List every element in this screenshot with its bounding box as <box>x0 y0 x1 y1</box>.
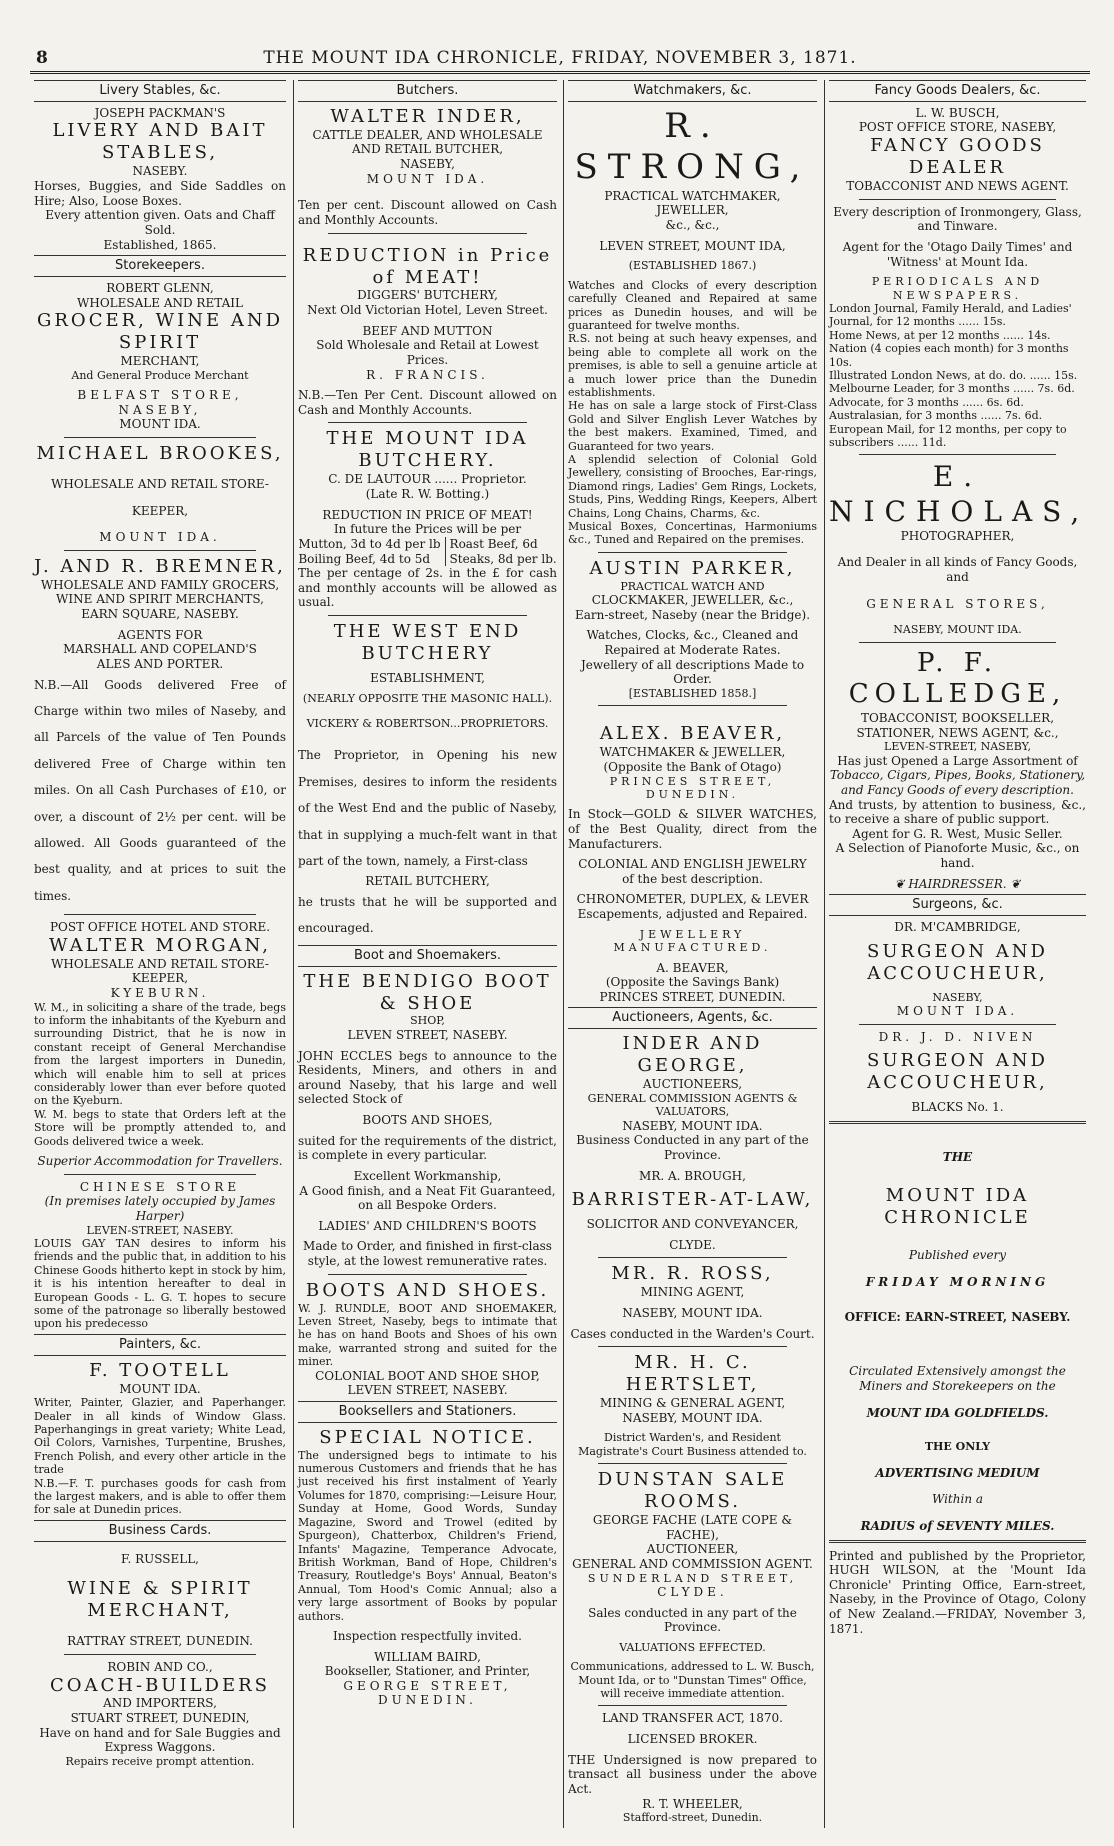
section-watchmakers: Watchmakers, &c. <box>568 80 817 102</box>
ad-heading: THE BENDIGO BOOT & SHOE <box>303 970 552 1014</box>
ad-line: R. T. WHEELER, <box>642 1796 743 1811</box>
price-line: Melbourne Leader, for 3 months ...... 7s. 6d. <box>829 382 1075 396</box>
ad-line: SUNDERLAND STREET, <box>587 1571 798 1585</box>
ad-line: (Late R. W. Botting.) <box>365 487 490 501</box>
ad-line: Repairs receive prompt attention. <box>65 1754 255 1768</box>
ad-line: Cases conducted in the Warden's Court. <box>570 1326 815 1341</box>
ad-line: KYEBURN. <box>110 985 210 1000</box>
ad-line: DR. J. D. NIVEN <box>878 1029 1037 1044</box>
ad-line: MOUNT IDA. <box>119 417 201 432</box>
hairdresser-line <box>829 877 1086 892</box>
ad-text: Musical Boxes, Concertinas, Harmoniums &c., Tuned and Repaired on the premises. <box>568 520 817 547</box>
ad-line: PERIODICALS AND NEWSPAPERS. <box>871 275 1044 302</box>
ad-line: Tobacco, Cigars, Pipes, Books, Stationery, and Fancy Goods of every description. <box>829 768 1086 797</box>
ad-line: BELFAST STORE, NASEBY, <box>77 388 243 417</box>
ad-line: Inspection respectfully invited. <box>333 1628 522 1643</box>
ad-brookes <box>34 443 286 545</box>
ad-line: F. RUSSELL, <box>121 1551 199 1566</box>
ad-line: NASEBY, <box>932 990 983 1004</box>
ad-line: A Selection of Pianoforte Music, &c., on hand. <box>835 841 1080 871</box>
ad-line: JOSEPH PACKMAN'S <box>94 105 226 120</box>
price-line: Australasian, for 3 months ...... 7s. 6d. <box>829 409 1043 423</box>
ad-line: ESTABLISHMENT, <box>370 670 485 685</box>
ad-line: District Warden's, and Resident Magistrate's Court Business attended to. <box>578 1431 807 1458</box>
ad-line: JEWELLERY MANUFACTURED. <box>613 927 772 955</box>
ad-line: MARSHALL AND COPELAND'S <box>63 642 257 657</box>
price-table <box>298 537 557 566</box>
ad-text: Watches and Clocks of every description carefully Cleaned and Repaired at same prices as Dunedin houses, and will be guaranteed for twelve months. <box>568 278 817 332</box>
ad-line: LICENSED BROKER. <box>627 1732 758 1747</box>
ad-line: BOOTS AND SHOES, <box>362 1113 493 1127</box>
ad-hertslet <box>568 1352 817 1458</box>
ad-line: CATTLE DEALER, AND WHOLESALE <box>312 127 543 142</box>
ad-baird <box>298 1427 557 1708</box>
ad-line: GENERAL AND COMMISSION AGENT. <box>572 1556 813 1571</box>
column-3 <box>563 80 821 1828</box>
ad-line: LEVEN-STREET, NASEBY. <box>86 1223 234 1237</box>
ad-line: Every description of Ironmongery, Glass, and Tinware. <box>833 204 1082 234</box>
price-line: European Mail, for 12 months, per copy to subscribers ...... 11d. <box>829 422 1067 450</box>
ad-line: DR. M'CAMBRIDGE, <box>894 920 1021 935</box>
ad-brough <box>568 1183 817 1252</box>
ad-line: EARN SQUARE, NASEBY. <box>81 607 239 622</box>
ad-heading: LIVERY AND BAIT STABLES, <box>52 120 268 164</box>
ad-line: Every attention given. Oats and Chaff Sold. <box>45 208 275 237</box>
ad-text: R.S. not being at such heavy expenses, and being able to complete all work on the premises, is able to sell a genuine article at a much lower price than the Dunedin establishments. <box>568 332 817 399</box>
ad-line: WHOLESALE AND RETAIL <box>77 295 243 310</box>
price-cell: Roast Beef, 6d <box>449 536 538 551</box>
ad-robin <box>34 1660 286 1768</box>
ad-heading: F. TOOTELL <box>89 1359 231 1381</box>
ad-heading: WINE & SPIRIT MERCHANT, <box>67 1578 253 1622</box>
ad-line: CLYDE. <box>669 1237 716 1252</box>
ad-line: (In premises lately occupied by James Harper) <box>44 1194 276 1223</box>
ad-line: WINE AND SPIRIT MERCHANTS, <box>56 592 264 607</box>
ad-line: R. FRANCIS. <box>366 367 489 382</box>
ad-line: Stafford-street, Dunedin. <box>622 1811 763 1825</box>
ad-line: THE <box>942 1149 973 1164</box>
ad-line: SHOP, <box>410 1014 445 1028</box>
ad-heading: FANCY GOODS DEALER <box>870 135 1045 179</box>
ad-text: And trusts, by attention to business, &c., to receive a share of public support. <box>829 797 1086 827</box>
ad-line: ROBERT GLENN, <box>106 281 214 295</box>
ad-line: NASEBY. <box>132 164 188 179</box>
ad-line: NASEBY, MOUNT IDA. <box>622 1118 763 1133</box>
ad-text: W. M. begs to state that Orders left at the Store will be promptly attended to, and Goods delivered twice a week. <box>34 1107 286 1148</box>
ad-heading: THE WEST END BUTCHERY <box>333 621 522 664</box>
ad-text: W. M., in soliciting a share of the trade, begs to inform the inhabitants of the Kyeburn and surrounding District, that he is now in constant receipt of General Merchandise from the largest importers in Dunedin, which will enable him to sell at prices considerably lower than ever before quoted on the Kyeburn. <box>34 1000 286 1108</box>
ad-bendigo <box>298 971 557 1269</box>
ad-line: LADIES' AND CHILDREN'S BOOTS <box>318 1218 537 1233</box>
ad-heading: REDUCTION in Price of MEAT! <box>302 244 553 288</box>
ad-dunstan <box>568 1469 817 1700</box>
ad-line: Within a <box>931 1492 984 1507</box>
ad-line: MINING AGENT, <box>640 1285 745 1300</box>
ad-line: STUART STREET, DUNEDIN, <box>70 1711 250 1726</box>
ad-text: N.B.—Ten Per Cent. Discount allowed on Cash and Monthly Accounts. <box>298 388 557 417</box>
ad-line: BEEF AND MUTTON <box>362 323 493 338</box>
ad-glenn <box>34 281 286 432</box>
ad-diggers-butchery <box>298 239 557 418</box>
ad-line: C. DE LAUTOUR ...... Proprietor. <box>328 472 527 487</box>
ad-line: Has just Opened a Large Assortment of <box>837 753 1078 768</box>
ad-heading: MICHAEL BROOKES, <box>36 443 284 465</box>
ad-line: GENERAL STORES, <box>866 596 1049 611</box>
ad-heading: BOOTS AND SHOES. <box>305 1279 550 1301</box>
ad-line: (ESTABLISHED 1867.) <box>628 259 757 273</box>
ad-line: PRINCES STREET, DUNEDIN. <box>609 774 776 801</box>
ad-heading: J. AND R. BREMNER, <box>34 555 286 577</box>
ad-line: MOUNT IDA GOLDFIELDS. <box>866 1405 1049 1420</box>
ad-line: TOBACCONIST AND NEWS AGENT. <box>846 179 1069 194</box>
ad-line: In future the Prices will be per <box>333 522 522 537</box>
ad-line: KEEPER, <box>131 503 189 518</box>
ad-line: Communications, addressed to L. W. Busch, Mount Ida, or to "Dunstan Times" Office, will receive immediate attention. <box>570 1660 815 1701</box>
ad-text: In Stock—GOLD & SILVER WATCHES, of the Best Quality, direct from the Manufacturers. <box>568 807 817 851</box>
price-cell: Steaks, 8d per lb. <box>449 551 557 566</box>
ad-line: LEVEN STREET, MOUNT IDA, <box>599 238 786 253</box>
ad-heading: AUSTIN PARKER, <box>589 557 796 579</box>
section-surgeons: Surgeons, &c. <box>829 894 1086 916</box>
section-auctioneers: Auctioneers, Agents, &c. <box>568 1007 817 1029</box>
price-cell: Mutton, 3d to 4d per lb <box>298 536 441 551</box>
ad-line: RATTRAY STREET, DUNEDIN. <box>67 1634 253 1649</box>
ad-text: suited for the requirements of the district, is complete in every particular. <box>298 1133 557 1163</box>
ad-line: Jewellery of all descriptions Made to Order. <box>580 657 805 687</box>
ad-line: REDUCTION IN PRICE OF MEAT! <box>322 507 533 522</box>
ad-line: MOUNT IDA. <box>99 530 221 545</box>
ad-west-end-butchery <box>298 621 557 942</box>
ad-line: WILLIAM BAIRD, <box>374 1649 481 1664</box>
price-line: Home News, at per 12 months ...... 14s. <box>829 328 1051 342</box>
ad-line: (NEARLY OPPOSITE THE MASONIC HALL). <box>302 691 553 705</box>
ad-line: KEEPER, <box>131 971 189 986</box>
ad-text: Horses, Buggies, and Side Saddles on Hire; Also, Loose Boxes. <box>34 179 286 208</box>
ad-text: Writer, Painter, Glazier, and Paperhanger. Dealer in all kinds of Window Glass. Paperhangings in great variety; White Lead, Oil Colors, Varnishes, Turpentine, Brushes, French Polish, and every other article in the trade <box>34 1396 286 1477</box>
ad-line: MINING & GENERAL AGENT, <box>599 1396 786 1411</box>
chronicle-notice <box>829 1130 1086 1534</box>
ad-heading: COACH-BUILDERS <box>50 1674 270 1696</box>
ad-line: Business Conducted in any part of the Province. <box>576 1133 809 1162</box>
ad-line: MOUNT IDA. <box>366 171 489 186</box>
ad-packman <box>34 106 286 252</box>
ad-rundle <box>298 1280 557 1398</box>
ad-line: VICKERY & ROBERTSON...PROPRIETORS. <box>306 716 549 730</box>
ad-line: PRINCES STREET, DUNEDIN. <box>599 989 786 1004</box>
ad-line: Established, 1865. <box>103 237 217 252</box>
ad-inder-george <box>568 1033 817 1183</box>
ad-heading: DUNSTAN SALE ROOMS. <box>597 1469 788 1513</box>
section-booksellers: Booksellers and Stationers. <box>298 1401 557 1423</box>
ornament-icon: ❦ <box>894 876 909 891</box>
ad-line: (Opposite the Bank of Otago) <box>603 759 782 774</box>
ad-bremner <box>34 556 286 909</box>
column-1 <box>30 80 290 1828</box>
section-butchers: Butchers. <box>298 80 557 102</box>
ad-heading: ALEX. BEAVER, <box>599 723 786 745</box>
page-number: 8 <box>36 48 48 68</box>
ad-heading: WALTER INDER, <box>330 105 525 127</box>
ad-heading: INDER AND GEORGE, <box>622 1033 763 1077</box>
ad-line: NASEBY, MOUNT IDA. <box>622 1305 763 1320</box>
ad-inder-butcher <box>298 106 557 228</box>
ad-heading: WALTER MORGAN, <box>49 934 271 956</box>
ad-heading: MR. R. ROSS, <box>611 1263 774 1285</box>
ad-strong <box>568 106 817 547</box>
price-line: Advocate, for 3 months ...... 6s. 6d. <box>829 395 1024 409</box>
ad-line: POST OFFICE HOTEL AND STORE. <box>49 920 271 935</box>
ad-line: TOBACCONIST, BOOKSELLER, STATIONER, NEWS AGENT, &c., <box>856 711 1059 740</box>
ad-line: LEVEN-STREET, NASEBY, <box>884 740 1031 754</box>
ad-text: He has on sale a large stock of First-Class Gold and Silver English Lever Watches by the best makers. Examined, Timed, and Guaranteed for two years. <box>568 399 817 453</box>
ad-line: POST OFFICE STORE, NASEBY, <box>858 120 1057 135</box>
printer-imprint: Printed and published by the Proprietor, HUGH WILSON, at the 'Mount Ida Chronicle' Printing Office, Earn-street, Naseby, in the Province of Otago, Colony of New Zealand.—FRIDAY, November 3, 1871. <box>829 1548 1086 1636</box>
ad-busch <box>829 106 1086 450</box>
ad-line: NASEBY, <box>400 157 455 172</box>
ad-line: GEORGE STREET, DUNEDIN. <box>343 1678 512 1708</box>
ad-ross <box>568 1263 817 1341</box>
ad-line: DIGGERS' BUTCHERY, <box>357 288 498 303</box>
ad-text: he trusts that he will be supported and encouraged. <box>298 894 557 936</box>
ad-line: of the best description. <box>622 871 763 886</box>
ad-tootell <box>34 1360 286 1517</box>
ad-text: Ten per cent. Discount allowed on Cash and Monthly Accounts. <box>298 198 557 227</box>
ad-wheeler <box>568 1711 817 1824</box>
ad-heading: BARRISTER-AT-LAW, <box>571 1189 814 1211</box>
ad-heading: GROCER, WINE AND SPIRIT <box>37 310 283 354</box>
ad-line: [ESTABLISHED 1858.] <box>628 686 757 700</box>
section-livery: Livery Stables, &c. <box>34 80 286 102</box>
ad-text: A splendid selection of Colonial Gold Jewellery, consisting of Brooches, Ear-rings, Diamond rings, Ladies' Gem Rings, Lockets, Studs, Pins, Wedding Rings, Keepers, Albert Chains, Long Chains, Charms, &c. <box>568 452 817 520</box>
ad-line: PHOTOGRAPHER, <box>900 528 1015 543</box>
ad-line: AGENTS FOR <box>117 627 203 642</box>
ad-line: (Opposite the Savings Bank) <box>605 975 780 990</box>
ad-line: A. BEAVER, <box>656 960 729 975</box>
price-cell: Boiling Beef, 4d to 5d <box>298 551 431 566</box>
ad-heading: SURGEON AND ACCOUCHEUR, <box>867 940 1048 984</box>
ad-text: The undersigned begs to intimate to his numerous Customers and friends that he has just received his first instalment of Yearly Volumes for 1870, comprising:—Leisure Hour, Sunday at Home, Good Words, Sunday Magazine, Sword and Trowel (edited by Spurgeon), Chatterbox, Children's Friend, Infants' Magazine, Temperance Advocate, British Workman, Band of Hope, Children's Treasury, Routledge's Boys' Annual, Beaton's Annual, Tom Hood's Comic Annual; also a very large assortment of Books by popular authors. <box>298 1448 557 1623</box>
ad-heading: THE MOUNT IDA BUTCHERY. <box>326 428 529 472</box>
ad-line: Sold Wholesale and Retail at Lowest Prices. <box>316 338 539 367</box>
ad-heading: CHINESE STORE <box>79 1179 241 1194</box>
ad-colledge <box>829 648 1086 892</box>
ad-line: Agent for the 'Otago Daily Times' and 'Witness' at Mount Ida. <box>842 239 1073 269</box>
section-boot-shoemakers: Boot and Shoemakers. <box>298 945 557 967</box>
ad-line: CHRONOMETER, DUPLEX, & LEVER <box>576 892 809 907</box>
column-2 <box>293 80 561 1828</box>
ad-line: AND RETAIL BUTCHER, <box>351 142 504 157</box>
section-business-cards: Business Cards. <box>34 1520 286 1542</box>
ad-line: PRACTICAL WATCHMAKER, JEWELLER, <box>604 188 781 218</box>
ad-line: L. W. BUSCH, <box>915 105 1000 120</box>
ad-line: LEVEN STREET, NASEBY. <box>347 1027 508 1042</box>
ad-text: LOUIS GAY TAN desires to inform his friends and the public that, in addition to his Chinese Goods hitherto kept in stock by him, it is his intention hereafter to deal in European Goods - L. G. T. hopes to secure some of the patronage so liberally bestowed upon his predecesso <box>34 1236 286 1331</box>
price-line: Illustrated London News, at do. do. ...... 15s. <box>829 368 1078 382</box>
ornament-icon: ❦ <box>1006 876 1021 891</box>
ad-line: BLACKS No. 1. <box>911 1100 1004 1115</box>
ad-line: WATCHMAKER & JEWELLER, <box>599 745 786 760</box>
ad-surgeons <box>829 920 1086 1115</box>
section-storekeepers: Storekeepers. <box>34 255 286 277</box>
ad-text: N.B.—F. T. purchases goods for cash from the largest makers, and is able to offer them for sale at Dunedin prices. <box>34 1476 286 1517</box>
ad-line: GENERAL COMMISSION AGENTS & VALUATORS, <box>587 1091 798 1119</box>
price-line: Nation (4 copies each month) for 3 months 10s. <box>829 342 1069 369</box>
ad-line: And Dealer in all kinds of Fancy Goods, and <box>837 555 1078 584</box>
ad-line: CLYDE. <box>657 1584 728 1599</box>
ad-morgan <box>34 920 286 1169</box>
ad-line: WHOLESALE AND RETAIL STORE- <box>51 956 269 971</box>
ad-line: Sales conducted in any part of the Province. <box>588 1605 797 1635</box>
masthead <box>30 44 1090 74</box>
ad-line: OFFICE: EARN-STREET, NASEBY. <box>844 1309 1071 1324</box>
ad-line: Made to Order, and finished in first-class style, at the lowest remunerative rates. <box>303 1239 552 1268</box>
ad-chinese-store <box>34 1180 286 1331</box>
ad-heading: R. STRONG, <box>574 105 811 188</box>
ad-text: The per centage of 2s. in the £ for cash and monthly accounts will be allowed as usual. <box>298 566 557 610</box>
ad-line: Next Old Victorian Hotel, Leven Street. <box>307 303 548 318</box>
ad-line: LAND TRANSFER ACT, 1870. <box>601 1711 783 1726</box>
ad-line: MOUNT IDA. <box>896 1004 1019 1019</box>
ad-line: WHOLESALE AND RETAIL STORE- <box>51 477 269 492</box>
ad-text: THE Undersigned is now prepared to transact all business under the above Act. <box>568 1752 817 1796</box>
ad-line: ROBIN AND CO., <box>107 1659 213 1674</box>
ad-heading: SPECIAL NOTICE. <box>319 1426 536 1448</box>
ad-line: SOLICITOR AND CONVEYANCER, <box>586 1217 799 1232</box>
ad-line: GEORGE FACHE (LATE COPE & FACHE), <box>592 1513 793 1542</box>
ad-line: AUCTIONEER, <box>646 1542 739 1557</box>
ad-russell <box>34 1546 286 1649</box>
ad-line: COLONIAL BOOT AND SHOE SHOP, <box>315 1368 540 1383</box>
ad-line: AND IMPORTERS, <box>103 1696 217 1711</box>
ad-line: Escapements, adjusted and Repaired. <box>577 907 808 922</box>
ad-line: LEVEN STREET, NASEBY. <box>347 1383 508 1398</box>
ad-line: ALES AND PORTER. <box>96 656 224 671</box>
ad-line: Circulated Extensively amongst the Miners and Storekeepers on the <box>849 1364 1066 1393</box>
ad-line: Superior Accommodation for Travellers. <box>37 1154 283 1169</box>
ad-line: RADIUS of SEVENTY MILES. <box>860 1518 1055 1533</box>
ad-line: Have on hand and for Sale Buggies and Express Waggons. <box>39 1725 281 1755</box>
section-painters: Painters, &c. <box>34 1334 286 1356</box>
ad-line: PRACTICAL WATCH AND <box>620 579 765 593</box>
ad-text: W. J. RUNDLE, BOOT AND SHOEMAKER, Leven Street, Naseby, begs to intimate that he has on hand Boots and Shoes of his own make, warranted strong and suited for the miner. <box>298 1301 557 1369</box>
ad-line: FRIDAY MORNING <box>865 1275 1050 1290</box>
ad-heading: MR. H. C. HERTSLET, <box>625 1352 760 1396</box>
ad-heading: SURGEON AND ACCOUCHEUR, <box>867 1050 1048 1094</box>
ad-line: &c., &c., <box>665 218 720 233</box>
ad-line: And General Produce Merchant <box>71 368 249 382</box>
ad-line: AUCTIONEERS, <box>642 1077 743 1092</box>
ad-line: Agent for G. R. West, Music Seller. <box>852 826 1063 841</box>
ad-line: Watches, Clocks, &c., Cleaned and Repaired at Moderate Rates. <box>586 628 799 658</box>
ad-line: NASEBY, MOUNT IDA. <box>622 1410 763 1425</box>
ad-nicholas <box>829 460 1090 637</box>
ad-line: WHOLESALE AND FAMILY GROCERS, <box>40 577 280 592</box>
price-line: London Journal, Family Herald, and Ladies' Journal, for 12 months ...... 15s. <box>829 301 1072 329</box>
ad-mount-ida-butchery <box>298 428 557 610</box>
newspaper-logo: MOUNT IDA CHRONICLE <box>884 1184 1031 1228</box>
ad-line: ADVERTISING MEDIUM <box>875 1465 1040 1480</box>
ad-beaver <box>568 711 817 1004</box>
ad-text: N.B.—All Goods delivered Free of Charge within two miles of Naseby, and all Parcels of the value of Ten Pounds delivered Free of Charge within ten miles. On all Cash Purchases of £10, or over, a discount of 2½ per cent. will be allowed. All Goods guaranteed of the best quality, and at prices to suit the times. <box>34 677 286 903</box>
ad-line: Bookseller, Stationer, and Printer, <box>324 1664 531 1679</box>
ad-heading: E. NICHOLAS, <box>829 460 1090 528</box>
ad-line: MR. A. BROUGH, <box>639 1168 746 1183</box>
ad-line: THE ONLY <box>924 1440 991 1454</box>
ad-line: A Good finish, and a Neat Fit Guaranteed, on all Bespoke Orders. <box>299 1183 556 1213</box>
ad-line: Published every <box>908 1248 1007 1263</box>
ad-line: Excellent Workmanship, <box>353 1168 502 1183</box>
ad-line: Earn-street, Naseby (near the Bridge). <box>574 607 811 622</box>
ad-line: CLOCKMAKER, JEWELLER, &c., <box>591 593 794 608</box>
ad-austin-parker <box>568 558 817 701</box>
section-fancy-goods: Fancy Goods Dealers, &c. <box>829 80 1086 102</box>
ad-line: COLONIAL AND ENGLISH JEWELRY <box>578 857 807 872</box>
ad-text: JOHN ECCLES begs to announce to the Residents, Miners, and others in and around Naseby, that his large and well selected Stock of <box>298 1048 557 1107</box>
ad-line: NASEBY, MOUNT IDA. <box>893 623 1022 637</box>
ad-heading: P. F. COLLEDGE, <box>848 647 1067 710</box>
newspaper-title: THE MOUNT IDA CHRONICLE, FRIDAY, NOVEMBER 3, 1871. <box>263 48 857 68</box>
ad-line: MERCHANT, <box>120 354 200 369</box>
ad-text: The Proprietor, in Opening his new Premises, desires to inform the residents of the West End and the public of Naseby, that in supplying a much-felt want in that part of the town, namely, a First-class <box>298 748 557 868</box>
column-4 <box>824 80 1090 1828</box>
ad-line: MOUNT IDA. <box>119 1381 201 1396</box>
ad-line: RETAIL BUTCHERY, <box>365 874 490 889</box>
ad-line: VALUATIONS EFFECTED. <box>619 1640 766 1654</box>
ad-line: HAIRDRESSER. <box>908 876 1007 891</box>
